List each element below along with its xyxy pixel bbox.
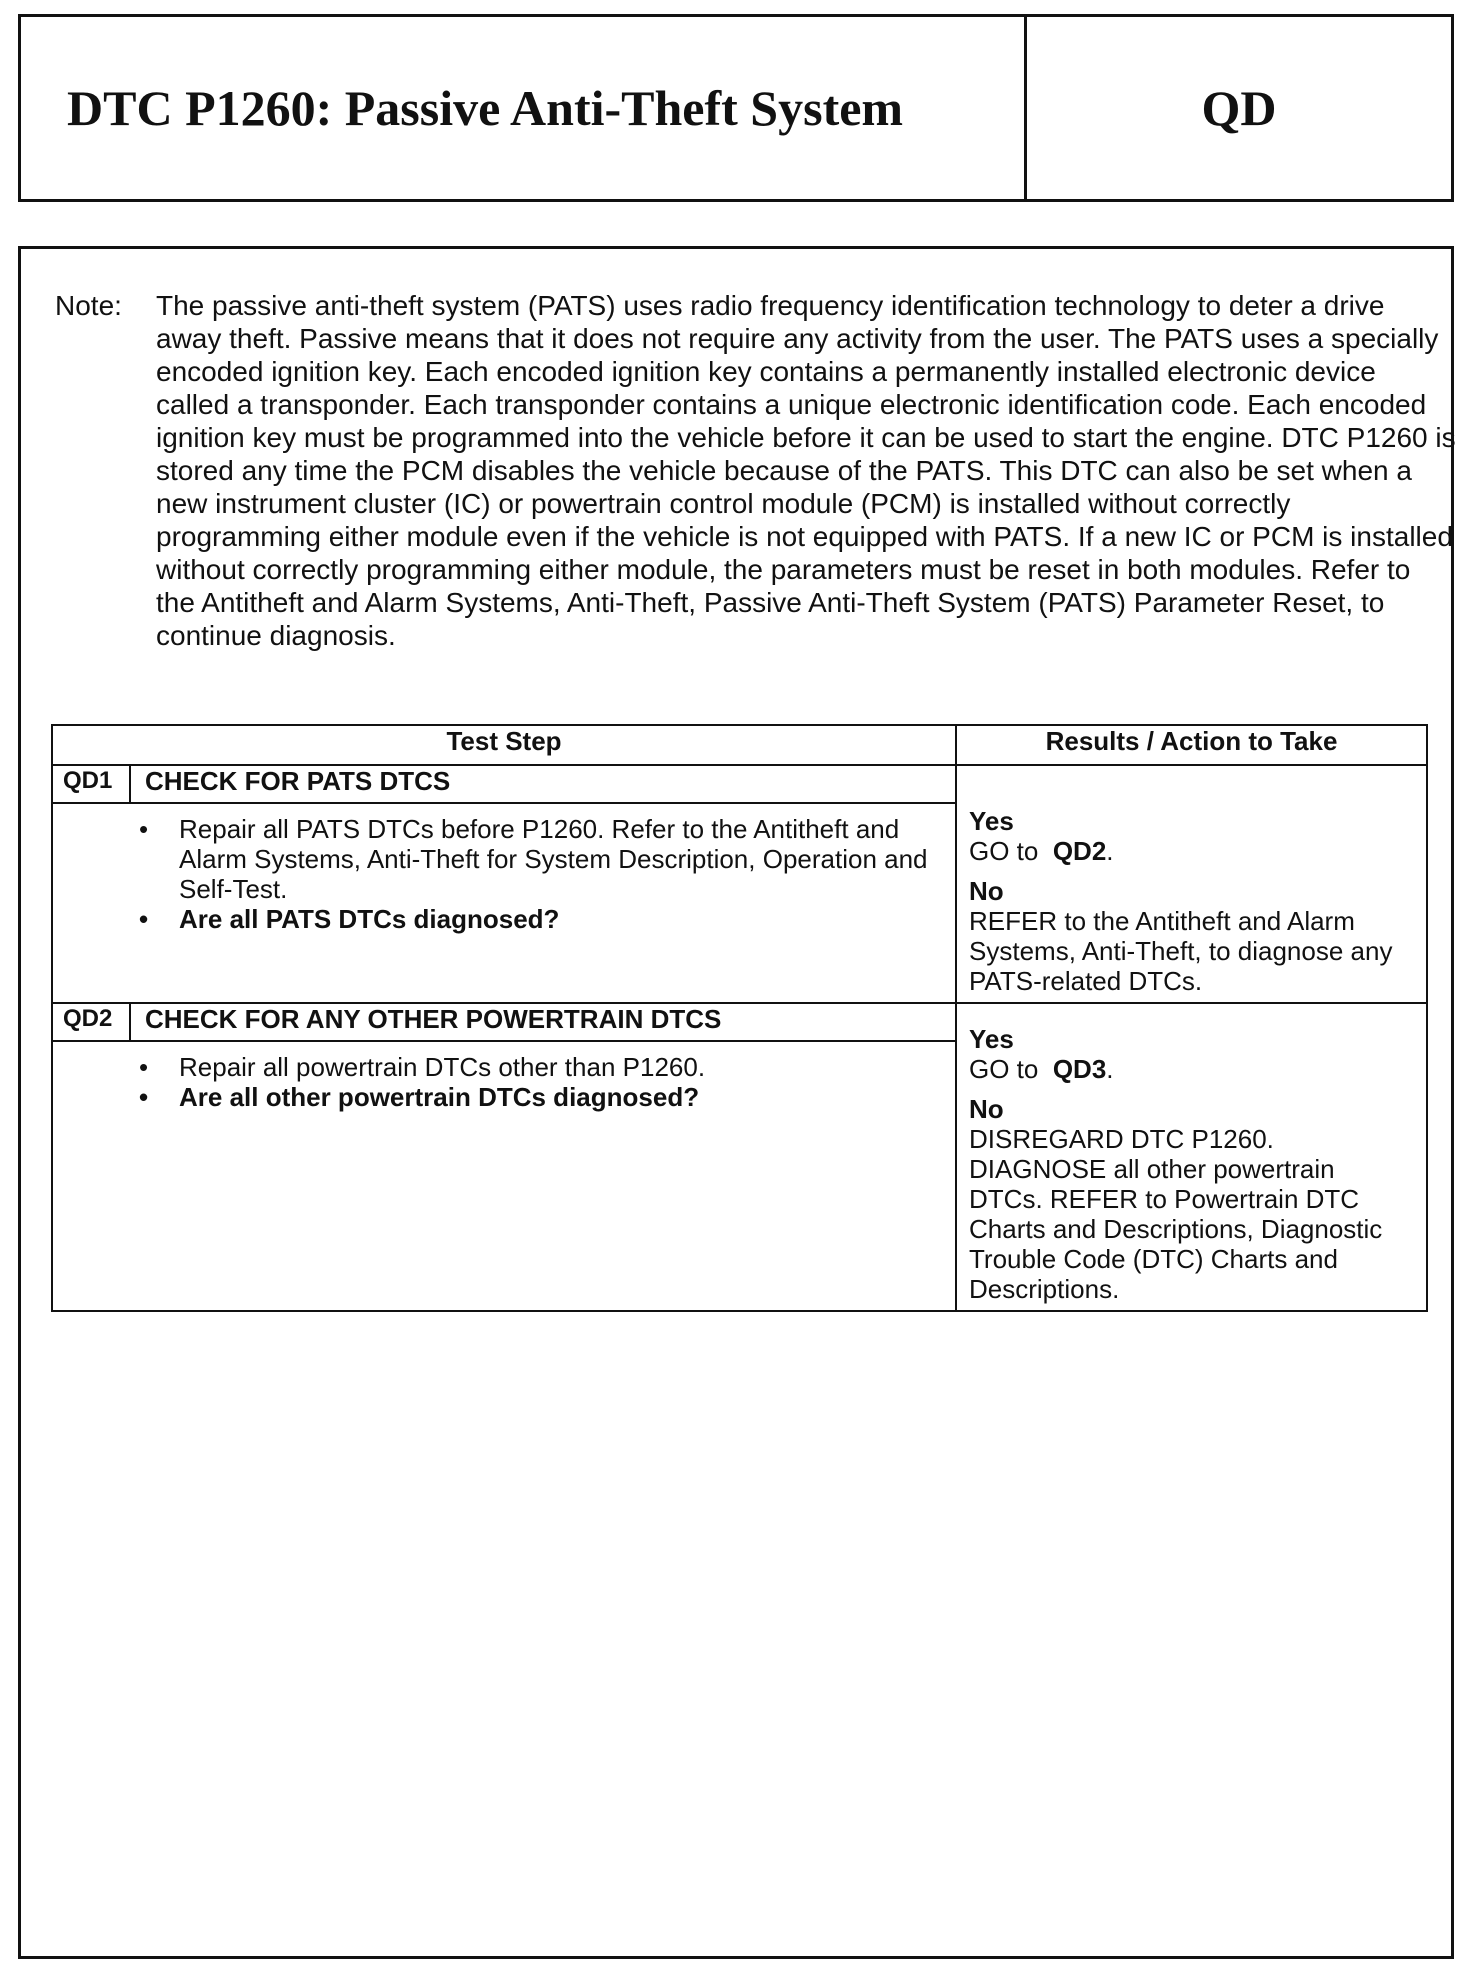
header-box [18, 14, 1454, 202]
column-header-test-step: Test Step [52, 725, 956, 765]
no-action: DISREGARD DTC P1260. DIAGNOSE all other powertrain DTCs. REFER to Powertrain DTC Charts and Descriptions, Diagnostic Trouble Code (DTC) Charts and Descriptions. [969, 1124, 1383, 1304]
section-code: QD [1201, 80, 1277, 136]
no-action: REFER to the Antitheft and Alarm Systems, Anti-Theft, to diagnose any PATS-related DTCs. [969, 906, 1393, 996]
yes-label: Yes [969, 806, 1014, 836]
list-item-question: • Are all other powertrain DTCs diagnosed? [139, 1082, 935, 1112]
no-label: No [969, 1094, 1004, 1124]
page-title: DTC P1260: Passive Anti-Theft System [21, 17, 1027, 199]
list-item: • Repair all PATS DTCs before P1260. Refer to the Antitheft and Alarm Systems, Anti-Theft for System Description, Operation and Self-Test. [139, 814, 935, 904]
step-id: QD2 [52, 1003, 130, 1041]
step-result [956, 765, 1427, 1003]
note [55, 289, 1456, 652]
yes-prefix: GO to [969, 1054, 1039, 1084]
content-box [18, 246, 1454, 1959]
test-step-table [51, 724, 1428, 1312]
note-label: Note: [55, 290, 122, 321]
no-label: No [969, 876, 1004, 906]
step-title: CHECK FOR PATS DTCS [130, 765, 956, 803]
yes-label: Yes [969, 1024, 1014, 1054]
table-row [52, 765, 1427, 803]
step-id: QD1 [52, 765, 130, 803]
step-body [52, 803, 956, 1003]
yes-prefix: GO to [969, 836, 1039, 866]
column-header-results: Results / Action to Take [956, 725, 1427, 765]
note-text: The passive anti-theft system (PATS) uses radio frequency identification technology to deter a drive away theft. Passive means that it does not require any activity from the user. The PATS uses a specially encoded ignition key. Each encoded ignition key contains a permanently installed electronic device called a transponder. Each transponder contains a unique electronic identification code. Each encoded ignition key must be programmed into the vehicle before it can be used to start the engine. DTC P1260 is stored any time the PCM disables the vehicle because of the PATS. This DTC can also be set when a new instrument cluster (IC) or powertrain control module (PCM) is installed without correctly programming either module even if the vehicle is not equipped with PATS. If a new IC or PCM is installed without correctly programming either module, the parameters must be reset in both modules. Refer to the Antitheft and Alarm Systems, Anti-Theft, Passive Anti-Theft System (PATS) Parameter Reset, to continue diagnosis. [156, 290, 1456, 651]
yes-action [969, 836, 1414, 866]
table-row [52, 1003, 1427, 1041]
list-item: • Repair all powertrain DTCs other than P1260. [139, 1052, 935, 1082]
goto-link[interactable]: QD2 [1052, 836, 1107, 866]
step-title: CHECK FOR ANY OTHER POWERTRAIN DTCS [130, 1003, 956, 1041]
list-item-question: • Are all PATS DTCs diagnosed? [139, 904, 935, 934]
yes-suffix: . [1106, 1054, 1114, 1084]
table-header-row [52, 725, 1427, 765]
yes-suffix: . [1106, 836, 1114, 866]
step-result [956, 1003, 1427, 1311]
goto-link[interactable]: QD3 [1052, 1054, 1107, 1084]
yes-action [969, 1054, 1414, 1084]
step-body [52, 1041, 956, 1311]
